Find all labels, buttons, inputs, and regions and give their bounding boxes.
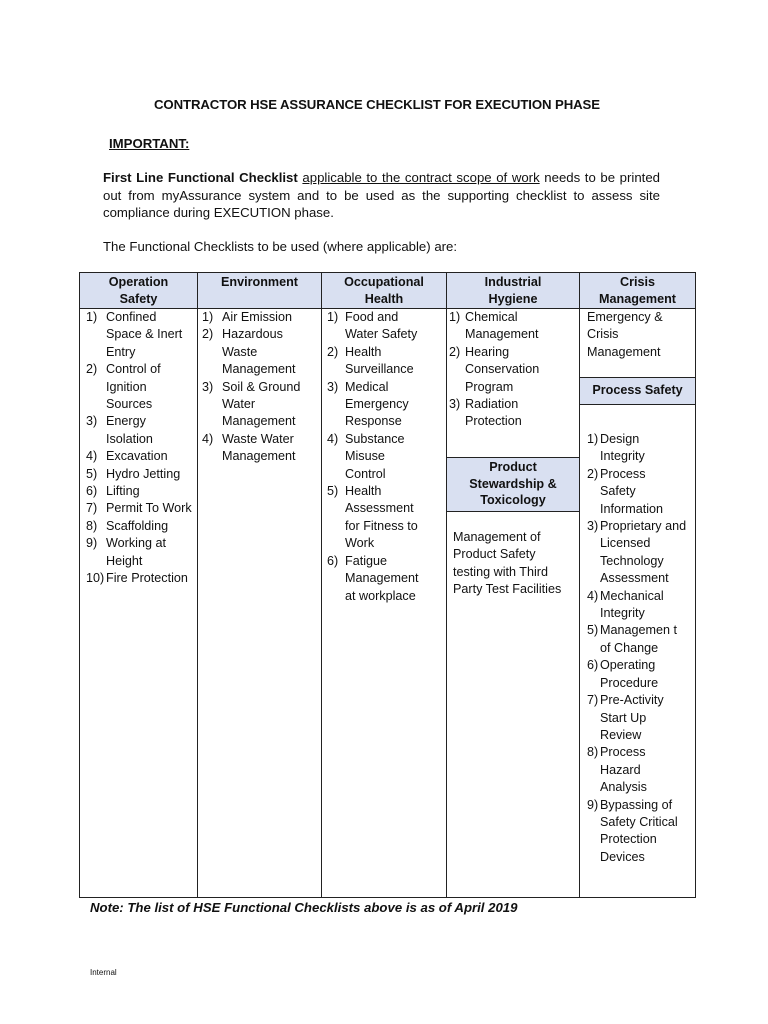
header-crisis-management: Crisis Management xyxy=(580,273,695,308)
product-header-bottom xyxy=(446,511,580,512)
product-header-top xyxy=(446,457,580,458)
list-item: 7) Pre-Activity Start Up Review xyxy=(587,693,664,742)
list-item: 5) Health Assessment for Fitness to Work xyxy=(327,484,418,551)
occupational-health-list xyxy=(327,309,442,605)
header-operation-safety: Operation Safety xyxy=(80,273,197,308)
list-item: 5) Hydro Jetting xyxy=(86,466,181,481)
list-item: 6) Operating Procedure xyxy=(587,658,659,690)
list-item: 4) Excavation xyxy=(86,449,168,464)
list-item: 6) Lifting xyxy=(86,484,140,499)
list-item: 8) Process Hazard Analysis xyxy=(587,745,647,795)
table-border-top xyxy=(79,272,696,273)
header-occupational-health: Occupational Health xyxy=(322,273,446,308)
list-item: 1) Air Emission xyxy=(202,310,292,324)
list-item: 2) Hearing Conservation Program xyxy=(449,344,540,394)
header-process-safety: Process Safety xyxy=(580,378,695,404)
list-item: 3) Energy Isolation xyxy=(86,414,153,446)
intro-paragraph xyxy=(103,169,660,222)
column-divider-3 xyxy=(446,272,447,898)
column-divider-2 xyxy=(321,272,322,898)
list-item: 8) Scaffolding xyxy=(86,518,169,533)
list-item: 9) Working at Height xyxy=(86,536,166,568)
header-product-stewardship: Product Stewardship & Toxicology xyxy=(447,458,579,511)
intro-rest: needs to be printed out from myAssurance system and to be used as the supporting checklist to assess site compliance during EXECUTION phase. xyxy=(103,170,660,220)
header-environment: Environment xyxy=(198,273,321,308)
list-item: 1) Chemical Management xyxy=(449,310,539,342)
lead-sentence: The Functional Checklists to be used (where applicable) are: xyxy=(103,239,458,254)
list-item: 4) Mechanical Integrity xyxy=(587,588,664,621)
industrial-hygiene-list xyxy=(449,309,575,431)
intro-checklist-name: First Line Functional Checklist xyxy=(103,170,298,185)
operation-safety-list xyxy=(86,309,194,588)
important-label: IMPORTANT: xyxy=(109,136,190,151)
process-header-bottom xyxy=(579,404,696,405)
list-item: 1) Food and Water Safety xyxy=(327,310,418,342)
list-item: 4) Waste Water Management xyxy=(202,431,296,464)
table-border-bottom xyxy=(79,897,696,898)
document-title: CONTRACTOR HSE ASSURANCE CHECKLIST FOR EXECUTION PHASE xyxy=(154,97,600,112)
list-item: 2) Control of Ignition Sources xyxy=(86,362,161,412)
list-item: 2) Health Surveillance xyxy=(327,344,414,377)
table-border-left xyxy=(79,272,80,898)
list-item: 6) Fatigue Management at workplace xyxy=(327,553,419,603)
list-item: 2) Hazardous Waste Management xyxy=(202,327,296,377)
process-safety-list xyxy=(587,431,693,866)
list-item: 2) Process Safety Information xyxy=(587,466,663,516)
table-note: Note: The list of HSE Functional Checklists above is as of April 2019 xyxy=(90,900,518,915)
intro-scope-phrase: applicable to the contract scope of work xyxy=(302,170,540,185)
table-border-right xyxy=(695,272,696,898)
list-item: 7) Permit To Work xyxy=(86,501,192,516)
crisis-management-text: Emergency & Crisis Management xyxy=(587,310,663,359)
column-divider-1 xyxy=(197,272,198,898)
list-item: 1) Confined Space & Inert Entry xyxy=(86,310,183,359)
list-item: 5) Managemen t of Change xyxy=(587,623,678,655)
list-item: 9) Bypassing of Safety Critical Protection Devices xyxy=(587,797,678,864)
list-item: 4) Substance Misuse Control xyxy=(327,431,405,481)
header-industrial-hygiene: Industrial Hygiene xyxy=(447,273,579,308)
product-stewardship-text: Management of Product Safety testing with Third Party Test Facilities xyxy=(453,530,562,597)
list-item: 1) Design Integrity xyxy=(587,432,645,464)
process-header-top xyxy=(579,377,696,378)
classification-footer: Internal xyxy=(90,968,117,977)
list-item: 3) Soil & Ground Water Management xyxy=(202,379,301,429)
list-item: 10) Fire Protection xyxy=(86,571,188,586)
column-divider-4 xyxy=(579,272,580,898)
list-item: 3) Proprietary and Licensed Technology Assessment xyxy=(587,519,687,586)
list-item: 3) Medical Emergency Response xyxy=(327,379,409,429)
environment-list xyxy=(202,309,316,466)
list-item: 3) Radiation Protection xyxy=(449,397,522,429)
